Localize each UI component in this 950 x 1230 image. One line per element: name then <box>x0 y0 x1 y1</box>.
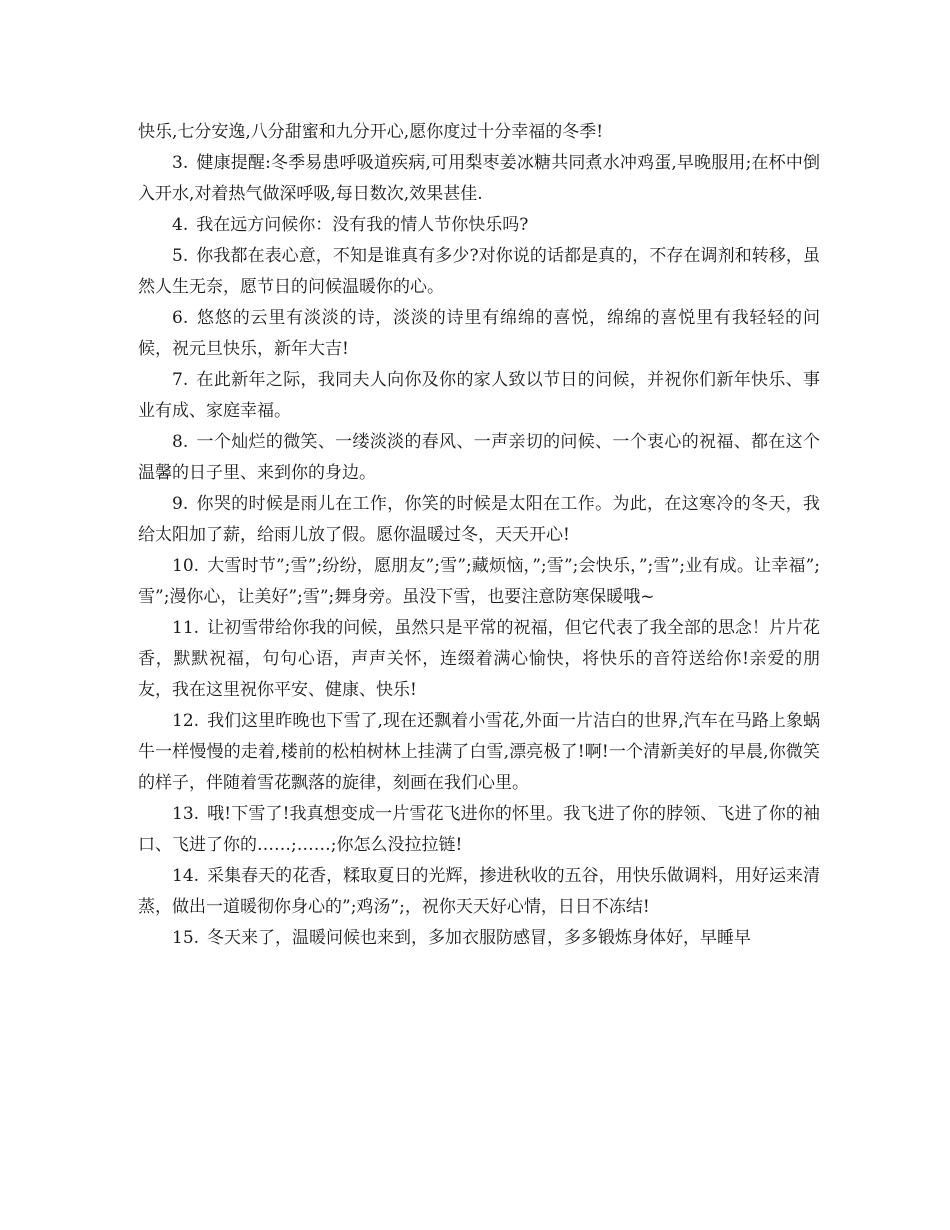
list-item <box>138 613 820 706</box>
item-number: 9. <box>172 494 189 514</box>
paragraph-continued <box>138 117 820 148</box>
item-number: 15. <box>172 928 200 948</box>
list-item <box>138 241 820 303</box>
list-item <box>138 210 820 241</box>
list-item <box>138 148 820 210</box>
item-number: 8. <box>172 432 189 452</box>
paragraph-text: 让初雪带给你我的问候，虽然只是平常的祝福，但它代表了我全部的思念！片片花香，默默祝福，句句心语，声声关怀，连缀着满心愉快，将快乐的音符送给你!亲爱的朋友，我在这里祝你平安、健康、快乐! <box>138 618 820 700</box>
paragraph-text: 一个灿烂的微笑、一缕淡淡的春风、一声亲切的问候、一个衷心的祝福、都在这个温馨的日子里、来到你的身边。 <box>138 432 820 483</box>
paragraph-text: 哦!下雪了!我真想变成一片雪花飞进你的怀里。我飞进了你的脖领、飞进了你的袖口、飞进了你的……;……;你怎么没拉拉链! <box>138 804 820 855</box>
item-number: 4. <box>172 215 189 235</box>
list-item <box>138 799 820 861</box>
item-number: 7. <box>172 370 189 390</box>
list-item <box>138 861 820 923</box>
paragraph-text: 我们这里昨晚也下雪了,现在还飘着小雪花,外面一片洁白的世界,汽车在马路上象蜗牛一样慢慢的走着,楼前的松柏树林上挂满了白雪,漂亮极了!啊!一个清新美好的早晨,你微笑的样子，伴随着雪花飘落的旋律，刻画在我们心里。 <box>138 711 820 793</box>
paragraph-text: 快乐,七分安逸,八分甜蜜和九分开心,愿你度过十分幸福的冬季! <box>138 122 604 142</box>
item-number: 13. <box>172 804 200 824</box>
paragraph-text: 我在远方问候你：没有我的情人节你快乐吗? <box>196 215 529 235</box>
list-item <box>138 365 820 427</box>
paragraph-text: 在此新年之际，我同夫人向你及你的家人致以节日的问候，并祝你们新年快乐、事业有成、家庭幸福。 <box>138 370 820 421</box>
list-item <box>138 303 820 365</box>
item-number: 10. <box>172 556 200 576</box>
item-number: 12. <box>172 711 200 731</box>
document-body <box>138 117 820 985</box>
list-item <box>138 427 820 489</box>
item-number: 14. <box>172 866 200 886</box>
paragraph-text: 采集春天的花香，糅取夏日的光辉，掺进秋收的五谷，用快乐做调料，用好运来清蒸，做出一道暖彻你身心的”;鸡汤”;，祝你天天好心情，日日不冻结! <box>138 866 820 917</box>
item-number: 3. <box>172 153 189 173</box>
paragraph-text: 大雪时节”;雪”;纷纷，愿朋友”;雪”;藏烦恼，”;雪”;会快乐，”;雪”;业有成。让幸福”;雪”;漫你心，让美好”;雪”;舞身旁。虽没下雪，也要注意防寒保暖哦~ <box>138 556 820 607</box>
list-item <box>138 954 820 985</box>
item-number: 6. <box>172 308 189 328</box>
item-number: 5. <box>172 246 189 266</box>
list-item <box>138 923 820 954</box>
paragraph-text: 你我都在表心意，不知是谁真有多少?对你说的话都是真的，不存在调剂和转移，虽然人生无奈，愿节日的问候温暖你的心。 <box>138 246 820 297</box>
paragraph-text: 悠悠的云里有淡淡的诗，淡淡的诗里有绵绵的喜悦，绵绵的喜悦里有我轻轻的问候，祝元旦快乐，新年大吉! <box>138 308 820 359</box>
paragraph-text: 你哭的时候是雨儿在工作，你笑的时候是太阳在工作。为此，在这寒冷的冬天，我给太阳加了薪，给雨儿放了假。愿你温暖过冬，天天开心! <box>138 494 820 545</box>
list-item <box>138 489 820 551</box>
paragraph-text: 健康提醒:冬季易患呼吸道疾病,可用梨枣姜冰糖共同煮水冲鸡蛋,早晚服用;在杯中倒入开水,对着热气做深呼吸,每日数次,效果甚佳. <box>138 153 820 204</box>
item-number: 11. <box>172 618 200 638</box>
list-item <box>138 706 820 799</box>
list-item <box>138 551 820 613</box>
paragraph-text: 冬天来了，温暖问候也来到，多加衣服防感冒，多多锻炼身体好，早睡早 <box>207 928 752 948</box>
